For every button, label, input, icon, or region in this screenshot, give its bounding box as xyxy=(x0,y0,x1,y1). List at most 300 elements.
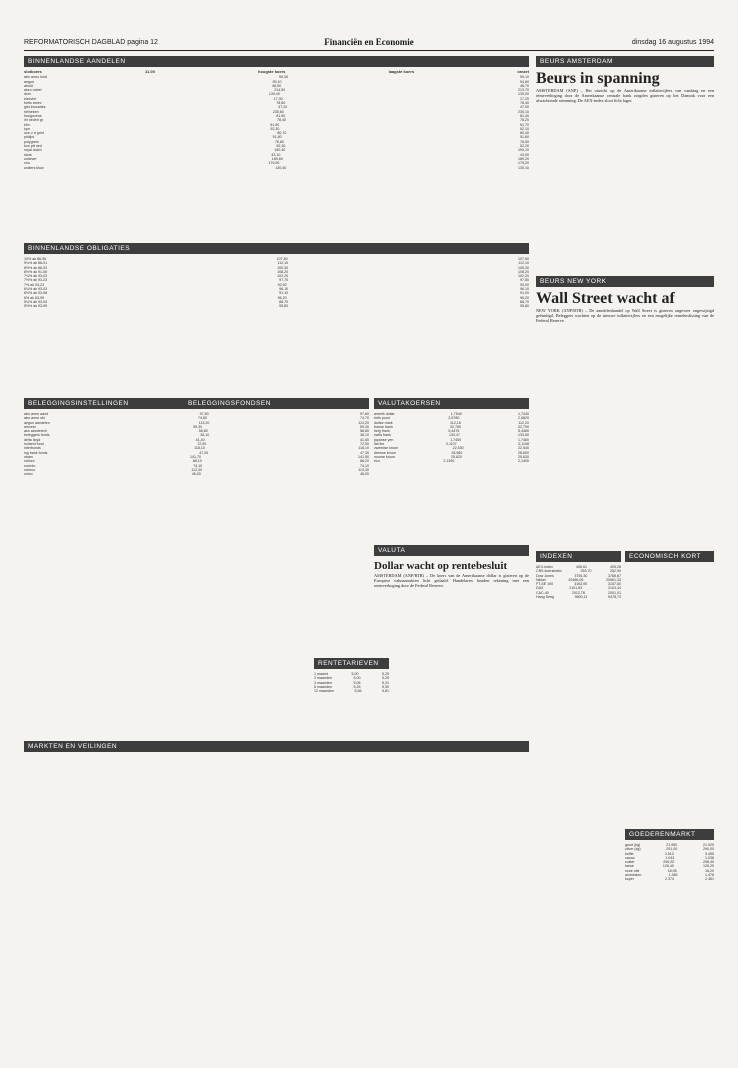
newspaper-page xyxy=(24,36,714,1058)
fondsen-row-cell: 88,20 xyxy=(360,459,369,464)
aandelen-row-cell: 80,40 xyxy=(520,131,529,136)
aandelen-row-cell: philips xyxy=(24,135,35,140)
rente-table xyxy=(314,672,389,738)
aandelen-row-cell: 52,20 xyxy=(519,144,529,149)
obligaties-row-cell: 102,20 xyxy=(277,274,289,279)
index-row-cell: 2012,78 xyxy=(571,590,585,595)
fondsen-row-cell: 46,00 xyxy=(191,472,201,477)
page-header-date: dinsdag 16 augustus 1994 xyxy=(631,39,714,46)
goederen-row-cell: 2.361 xyxy=(705,877,714,882)
rente-row-cell: 5,25 xyxy=(382,672,389,676)
goederen-row-cell: 291,00 xyxy=(666,847,678,852)
aandelen-row-cell: 190,40 xyxy=(274,148,286,153)
valuta-row-cell: 133,47 xyxy=(448,433,460,438)
fondsen-row-cell: 59,30 xyxy=(193,424,203,429)
aandelen-row-cell: 139,40 xyxy=(268,92,280,97)
obligaties-row-cell: 6% ak 93-99 xyxy=(24,295,45,300)
aandelen-row-cell: stork xyxy=(24,152,32,157)
newyork-body: NEW YORK (ANP/RTR) – De aandelenhandel op Wall Street is gisteren ongeveer ongewijzigd geëindigd. Beleggers wachten op de nieuwe inflatiecijfers en een mogelijke rentebeslissing van de Federal Reserve. xyxy=(536,308,714,324)
index-row-cell: 2001,01 xyxy=(607,590,621,595)
fondsen-row-cell: 113,30 xyxy=(191,467,202,472)
index-row-cell: 9478,73 xyxy=(608,595,621,600)
obligaties-table xyxy=(24,257,529,395)
fondsen-row-cell: 74,70 xyxy=(359,416,369,421)
page-header xyxy=(24,36,714,51)
valuta-row-cell: 133,50 xyxy=(517,433,529,438)
aandelen-row-cell: 17,20 xyxy=(519,96,529,101)
fondsen-row-cell: 74,10 xyxy=(359,463,369,468)
fondsen-row-cell: 72,90 xyxy=(197,442,207,447)
section-economisch-kort: ECONOMISCH KORT xyxy=(625,551,714,562)
goederen-row-cell: cacao xyxy=(625,855,635,860)
obligaties-row-cell: 6¾% ak 93-03 xyxy=(24,287,48,292)
fondsen-rows xyxy=(24,412,369,476)
obligaties-rows xyxy=(24,257,529,309)
rente-row-cell: 3 maanden xyxy=(314,680,332,685)
fondsen-row-cell: 72,90 xyxy=(360,442,369,447)
goederen-row-cell: 3.510 xyxy=(664,851,674,856)
obligaties-row-cell: 95,80 xyxy=(279,304,289,309)
amsterdam-body: AMSTERDAM (ANP) – Het uitzicht op de Amerikaanse inflatiecijfers van vandaag en een renteverhoging door de Amerikaanse centrale bank zorgden gisteren op het Damrak voor een afwachtende stemming. De AEX-index sloot licht lager. xyxy=(536,88,714,104)
aandelen-row-cell: 51,80 xyxy=(272,135,282,140)
valuta-row-cell: 22,530 xyxy=(452,446,464,451)
obligaties-row-cell: 112,10 xyxy=(518,261,529,266)
valuta-row-cell: 1,7450 xyxy=(450,437,462,442)
rente-row-cell: 6 maanden xyxy=(314,684,332,689)
rente-row-cell: 5,56 xyxy=(354,689,362,694)
section-goederenmarkt: GOEDERENMARKT xyxy=(625,829,714,840)
goederen-row-cell: 2.374 xyxy=(665,877,674,882)
valuta-row-cell: japanse yen xyxy=(374,437,394,442)
goederen-row-cell: zilver (kg) xyxy=(625,847,641,852)
aandelen-row-cell: 179,20 xyxy=(517,161,529,166)
aandelen-rows xyxy=(24,75,529,170)
goederen-row-cell: 298,40 xyxy=(703,860,714,865)
fondsen-row-cell: 88,10 xyxy=(192,459,202,464)
obligaties-row-cell: 96,20 xyxy=(277,295,287,300)
obligaties-row xyxy=(24,304,529,308)
goederen-row-cell: 299,20 xyxy=(663,860,675,865)
aandelen-row-cell: 76,50 xyxy=(520,139,529,144)
aandelen-row-cell: 51,90 xyxy=(270,122,280,127)
aandelen-row-cell: 214,50 xyxy=(274,88,286,93)
aandelen-row-cell: 78,40 xyxy=(519,101,529,106)
obligaties-row-cell: 97,70 xyxy=(279,278,289,283)
goederen-row-cell: ruwe olie xyxy=(625,868,640,873)
index-row-cell: 3163,90 xyxy=(574,582,588,587)
fondsen-row-cell: rorento xyxy=(24,463,36,468)
obligaties-row-cell: 92,90 xyxy=(277,282,287,287)
aandelen-row-cell: 235,10 xyxy=(518,109,529,114)
valuta-row-cell: 28,600 xyxy=(518,450,529,455)
fondsen-row-cell: interbonds xyxy=(24,446,41,451)
newyork-article xyxy=(536,290,714,440)
obligaties-row-cell: 7¾% ak 93-03 xyxy=(24,274,48,279)
aandelen-row-cell: 51,70 xyxy=(520,122,529,127)
aandelen-row-cell: 130,40 xyxy=(275,165,287,170)
aandelen-row-cell: 48,70 xyxy=(519,83,529,88)
aandelen-row-cell: 43,00 xyxy=(519,152,529,157)
aandelen-row xyxy=(24,166,529,170)
obligaties-row-cell: 112,10 xyxy=(277,261,289,266)
obligaties-row-cell: 5½% ak 93-99 xyxy=(24,304,48,309)
obligaties-row-cell: 105,30 xyxy=(277,265,289,270)
valuta-row-cell: 5,4475 xyxy=(448,429,460,434)
aandelen-row-cell: heineken xyxy=(24,109,39,114)
index-row-cell: Nikkei xyxy=(536,577,546,582)
goederen-table xyxy=(625,843,714,1043)
index-row-cell: 20561,33 xyxy=(605,577,621,582)
dollar-headline: Dollar wacht op rentebesluit xyxy=(374,560,508,572)
index-row-cell: 252,90 xyxy=(610,569,621,574)
aandelen-row-cell: hoogovens xyxy=(24,113,42,118)
aandelen-row-cell: 47,00 xyxy=(519,105,529,110)
index-row-cell: CAC-40 xyxy=(536,590,549,595)
aandelen-row-cell: 59,30 xyxy=(278,75,288,80)
valuta-row-cell: ecu xyxy=(374,459,380,464)
index-row-cell: CBS-koersindex xyxy=(536,569,562,574)
goederen-row-cell: koper xyxy=(625,877,634,882)
index-row xyxy=(536,595,621,599)
fondsen-row-cell: 47,20 xyxy=(199,450,209,455)
aandelen-row-cell: oce-v d grint xyxy=(24,131,44,136)
valuta-row-cell: 25,630 xyxy=(517,454,529,459)
valuta-row-cell: 2,6820 xyxy=(517,416,529,421)
fondsen-row-cell: 97,60 xyxy=(360,412,369,416)
goederen-row-cell: 1.480 xyxy=(668,873,678,878)
aandelen-row-cell: 52,30 xyxy=(276,144,286,149)
aandelen-row-cell: royal dutch xyxy=(24,148,42,153)
goederen-row-cell: 1.476 xyxy=(704,873,714,878)
goederen-row-cell: 18,20 xyxy=(704,868,714,873)
rente-row-cell: 5,50 xyxy=(381,684,389,689)
amsterdam-headline: Beurs in spanning xyxy=(536,70,660,87)
fondsen-row-cell: abn amro aand xyxy=(24,412,49,416)
goederen-row-cell: suiker xyxy=(625,860,635,865)
goederen-row-cell: 3.495 xyxy=(705,851,714,856)
fondsen-row-cell: 141,50 xyxy=(358,454,369,459)
aandelen-row-cell: int nederl gr xyxy=(24,118,43,123)
fondsen-row-cell: 74,60 xyxy=(197,416,207,421)
rente-row-cell: 5,25 xyxy=(381,676,389,681)
rente-row-cell: 5,25 xyxy=(353,684,361,689)
valuta-row-cell: belg frank xyxy=(374,429,390,434)
rente-row-cell: 5,00 xyxy=(353,676,361,681)
goederen-row-cell: koffie xyxy=(625,851,634,856)
aandelen-column-header: hoogste koers xyxy=(258,70,286,74)
fondsen-row-cell: abn amro obl xyxy=(24,416,45,421)
aandelen-row-cell: 78,20 xyxy=(519,118,529,123)
obligaties-row-cell: 5¾% ak 93-04 xyxy=(24,299,48,304)
aandelen-row-cell: 130,10 xyxy=(517,165,529,170)
fondsen-row-cell: beleggers fonds xyxy=(24,433,50,438)
obligaties-row-cell: 8½% ak 86-03 xyxy=(24,265,48,270)
aandelen-row-cell: 190,10 xyxy=(518,148,529,153)
obligaties-row-cell: 108,20 xyxy=(277,269,289,274)
aandelen-column-header: omzet xyxy=(517,70,529,74)
aandelen-row-cell: 95,10 xyxy=(272,79,282,84)
index-row-cell: 253,70 xyxy=(580,569,592,574)
valuta-row-cell: 5,4480 xyxy=(517,429,529,434)
goederen-row-cell: 290,00 xyxy=(702,847,714,852)
valuta-rows xyxy=(374,412,529,464)
markten-text xyxy=(24,755,529,1045)
aandelen-row-cell: 59,10 xyxy=(519,75,529,80)
obligaties-row-cell: 97,80 xyxy=(520,278,529,283)
valuta-row-cell: noorse kroon xyxy=(374,454,395,459)
aandelen-row-cell: 51,60 xyxy=(519,135,529,140)
fondsen-row-cell: 41,40 xyxy=(195,437,205,442)
page-header-title: Financiën en Economie xyxy=(324,37,414,47)
aandelen-row-cell: aegon xyxy=(24,79,34,84)
amsterdam-article xyxy=(536,70,714,270)
obligaties-row-cell: 107,60 xyxy=(276,257,288,261)
aandelen-row-cell: fortis amev xyxy=(24,101,42,106)
obligaties-row-cell: 6½% ak 93-08 xyxy=(24,291,48,296)
aandelen-row-cell: 76,80 xyxy=(274,139,284,144)
index-row-cell: Dow Jones xyxy=(536,573,554,578)
aandelen-column-header: laagste koers xyxy=(388,70,415,74)
section-beleggingsinstellingen: BELEGGINGSINSTELLINGEN xyxy=(24,398,279,409)
dollar-body: AMSTERDAM (ANP/RTR) – De koers van de Amerikaanse dollar is gisteren op de Europese valutamarkten licht gedaald. Handelaren houden rekening met een renteverhoging door de Federal Reserve. xyxy=(374,573,529,589)
index-row-cell: 2103,44 xyxy=(607,586,621,591)
index-row-cell: FT-SE 100 xyxy=(536,582,554,587)
valuta-row-cell: 1,7440 xyxy=(517,412,529,416)
aandelen-row-cell: 189,60 xyxy=(271,156,283,161)
obligaties-row-cell: 108,20 xyxy=(518,269,529,274)
valuta-row-cell: duitse mark xyxy=(374,420,393,425)
valuta-row-cell: franse frank xyxy=(374,424,393,429)
valuta-row-cell: 22,540 xyxy=(517,446,529,451)
obligaties-row-cell: 91,10 xyxy=(279,291,289,296)
fondsen-row-cell: 113,20 xyxy=(198,420,210,425)
valuta-row-cell: 25,620 xyxy=(450,454,462,459)
aandelen-column-header: slotkoers xyxy=(24,70,42,74)
valuta-row-cell: 2,1390 xyxy=(443,459,455,464)
index-rows xyxy=(536,565,621,599)
aandelen-row-cell: kon ptt ned xyxy=(24,144,42,149)
page-header-left: REFORMATORISCH DAGBLAD pagina 12 xyxy=(24,39,158,46)
goederen-row-cell: 126,40 xyxy=(662,864,674,869)
section-beurs-new-york: BEURS NEW YORK xyxy=(536,276,714,287)
valuta-row-cell: brits pond xyxy=(374,416,390,421)
index-row-cell: 406,61 xyxy=(575,565,587,569)
fondsen-row-cell: holland fund xyxy=(24,442,44,447)
aandelen-table xyxy=(24,70,529,240)
valuta-row-cell: 28,580 xyxy=(451,450,463,455)
index-row-cell: 3768,67 xyxy=(608,573,621,578)
aandelen-row-cell: akzo nobel xyxy=(24,88,42,93)
index-row-cell: 405,28 xyxy=(609,565,621,569)
section-beurs-amsterdam: BEURS AMSTERDAM xyxy=(536,56,714,67)
section-index: INDEXEN xyxy=(536,551,621,562)
fondsen-row-cell: 36,10 xyxy=(200,433,210,438)
goederen-row-cell: aluminium xyxy=(625,873,642,878)
goederen-row-cell: 1.038 xyxy=(705,855,714,860)
valuta-row-cell: deense kroon xyxy=(374,450,396,455)
newyork-headline: Wall Street wacht af xyxy=(536,290,675,307)
fondsen-row-cell: 58,80 xyxy=(360,429,369,434)
fondsen-row-cell: 113,20 xyxy=(358,420,369,425)
aandelen-row-cell: 81,40 xyxy=(520,113,529,118)
obligaties-row-cell: 88,70 xyxy=(279,299,289,304)
aandelen-row-cell: 47,20 xyxy=(278,105,288,110)
goederen-rows xyxy=(625,843,714,882)
aandelen-row-cell: ahold xyxy=(24,83,33,88)
fondsen-row-cell: 41,50 xyxy=(360,437,369,442)
fondsen-row-cell: ing bank fonds xyxy=(24,450,48,455)
valuta-row-cell: 112,18 xyxy=(450,420,461,425)
aandelen-row-cell: 179,50 xyxy=(268,161,280,166)
index-row-cell: 20486,06 xyxy=(568,577,584,582)
aandelen-row-cell: gist-brocades xyxy=(24,105,46,110)
aandelen-row-cell: unilever xyxy=(24,156,37,161)
valuta-row-cell: 1,7540 xyxy=(450,412,462,416)
rente-row-cell: 5,81 xyxy=(381,689,389,694)
valuta-row xyxy=(374,459,529,463)
valuta-row-cell: zweedse kroon xyxy=(374,446,399,451)
aandelen-columns xyxy=(24,70,529,74)
index-table xyxy=(536,565,621,795)
rente-row-cell: 5,06 xyxy=(353,680,361,685)
goederen-row-cell: 126,25 xyxy=(702,864,714,869)
section-beleggingsfondsen: BELEGGINGSFONDSEN xyxy=(184,398,369,409)
aandelen-row-cell: 139,00 xyxy=(517,92,529,97)
dollar-article xyxy=(374,560,529,656)
valuta-table xyxy=(374,412,529,542)
fondsen-row-cell: 118,10 xyxy=(194,446,205,451)
valuta-row-cell: zwits frank xyxy=(374,433,391,438)
fondsen-row-cell: 58,80 xyxy=(198,429,208,434)
index-row-cell: 9500,11 xyxy=(574,595,588,600)
index-row-cell: 2101,53 xyxy=(569,586,583,591)
fondsen-row-cell: obam xyxy=(24,454,33,459)
valuta-row-cell: 0,1108 xyxy=(518,442,529,447)
aandelen-row-cell: 94,60 xyxy=(520,79,529,84)
aandelen-row-cell: 80,70 xyxy=(277,131,287,136)
fondsen-row-cell: 47,30 xyxy=(359,450,369,455)
index-row-cell: 3755,30 xyxy=(574,573,588,578)
section-valutakoersen: VALUTAKOERSEN xyxy=(374,398,529,409)
rente-rows xyxy=(314,672,389,693)
valuta-row-cell: 112,20 xyxy=(518,420,529,425)
rente-row-cell: 1 maand xyxy=(314,672,328,676)
obligaties-row-cell: 10% ak 86-96 xyxy=(24,257,47,261)
aandelen-row-cell: dsm xyxy=(24,92,31,97)
fondsen-row-cell: 36,10 xyxy=(359,433,369,438)
aandelen-row-cell: vnu xyxy=(24,161,30,166)
fondsen-row-cell: 59,30 xyxy=(360,424,369,429)
fondsen-row-cell: 74,10 xyxy=(193,463,203,468)
obligaties-row-cell: 93,00 xyxy=(520,282,529,287)
aandelen-row-cell: 48,90 xyxy=(271,83,281,88)
aandelen-row-cell: polygram xyxy=(24,139,39,144)
section-rentetarieven: RENTETARIEVEN xyxy=(314,658,389,669)
obligaties-row-cell: 96,10 xyxy=(520,287,529,292)
index-row-cell: 3157,60 xyxy=(608,582,621,587)
aandelen-row-cell: klm xyxy=(24,122,30,127)
fondsen-row-cell: 97,50 xyxy=(199,412,209,416)
goederen-row-cell: 1.043 xyxy=(665,855,675,860)
fondsen-row-cell: asn aandelenf xyxy=(24,429,47,434)
goederen-row-cell: 18,05 xyxy=(667,868,677,873)
section-markten: MARKTEN EN VEILINGEN xyxy=(24,741,529,752)
aandelen-row-cell: 235,80 xyxy=(272,109,284,114)
obligaties-row-cell: 105,30 xyxy=(518,265,529,270)
obligaties-row-cell: 9¾% ak 86-01 xyxy=(24,261,48,266)
fondsen-row-cell: 113,30 xyxy=(358,467,369,472)
aandelen-row-cell: 78,60 xyxy=(276,101,286,106)
valuta-row-cell: 32,790 xyxy=(517,424,529,429)
aandelen-row-cell: 43,10 xyxy=(271,152,281,157)
goederen-row-cell: 21.950 xyxy=(666,843,678,847)
goederen-row-cell: goud (kg) xyxy=(625,843,641,847)
obligaties-row-cell: 7% ak 93-23 xyxy=(24,282,45,287)
obligaties-row-cell: 102,20 xyxy=(518,274,529,279)
aandelen-row-cell: elsevier xyxy=(24,96,37,101)
aandelen-row-cell: 81,50 xyxy=(276,113,286,118)
valuta-row-cell: 32,780 xyxy=(449,424,461,429)
fondsen-row-cell: unico xyxy=(24,472,33,477)
fondsen-row-cell: aegon aandelen xyxy=(24,420,50,425)
obligaties-row-cell: 96,10 xyxy=(279,287,289,292)
fondsen-row xyxy=(24,472,369,476)
aandelen-column-header: 11.00 xyxy=(145,70,155,74)
section-obligaties: BINNENLANDSE OBLIGATIES xyxy=(24,243,529,254)
valuta-row-cell: 1,7460 xyxy=(517,437,529,442)
valuta-row-cell: 2,1400 xyxy=(517,459,529,464)
index-row-cell: AEX-index xyxy=(536,565,553,569)
section-valuta: VALUTA xyxy=(374,545,529,556)
goederen-row xyxy=(625,877,714,881)
obligaties-row-cell: 91,00 xyxy=(520,291,529,296)
aandelen-row-cell: 78,40 xyxy=(276,118,286,123)
rente-row-cell: 5,31 xyxy=(381,680,389,685)
rente-row-cell: 12 maanden xyxy=(314,689,334,694)
rente-row-cell: 2 maanden xyxy=(314,676,332,681)
aandelen-row-cell: 189,20 xyxy=(518,156,529,161)
goederen-row-cell: tarwe xyxy=(625,864,634,869)
fondsen-row-cell: 118,10 xyxy=(358,446,369,451)
valuta-row-cell: 2,6780 xyxy=(448,416,460,421)
aandelen-row-cell: abn amro hold xyxy=(24,75,47,80)
fondsen-row-cell: rolinco xyxy=(24,459,35,464)
aandelen-row-cell: wolters kluw xyxy=(24,165,44,170)
fondsen-row-cell: amvest xyxy=(24,424,36,429)
rente-row-cell: 5,00 xyxy=(351,672,359,676)
valuta-row-cell: ital lire xyxy=(374,442,385,447)
obligaties-row-cell: 107,60 xyxy=(518,257,529,261)
index-row-cell: DAX xyxy=(536,586,544,591)
section-aandelen: BINNENLANDSE AANDELEN xyxy=(24,56,529,67)
economisch-kort-text xyxy=(625,565,714,795)
aandelen-row-cell: kpn xyxy=(24,126,30,131)
fondsen-row-cell: delta lloyd xyxy=(24,437,41,442)
index-row-cell: Hang Seng xyxy=(536,595,554,600)
fondsen-row-cell: robeco xyxy=(24,467,35,472)
aandelen-row-cell: 52,30 xyxy=(270,126,280,131)
obligaties-row-cell: 88,70 xyxy=(520,299,529,304)
obligaties-row-cell: 7½% ak 93-23 xyxy=(24,278,48,283)
aandelen-row-cell: 213,70 xyxy=(517,88,529,93)
goederen-row-cell: 21.920 xyxy=(703,843,714,847)
fondsen-row-cell: 141,70 xyxy=(190,454,201,459)
obligaties-row-cell: 95,80 xyxy=(520,304,529,309)
obligaties-row-cell: 8½% ak 91-06 xyxy=(24,269,48,274)
aandelen-row-cell: 17,30 xyxy=(273,96,283,101)
rente-row xyxy=(314,689,389,693)
aandelen-row-cell: 52,10 xyxy=(519,126,529,131)
